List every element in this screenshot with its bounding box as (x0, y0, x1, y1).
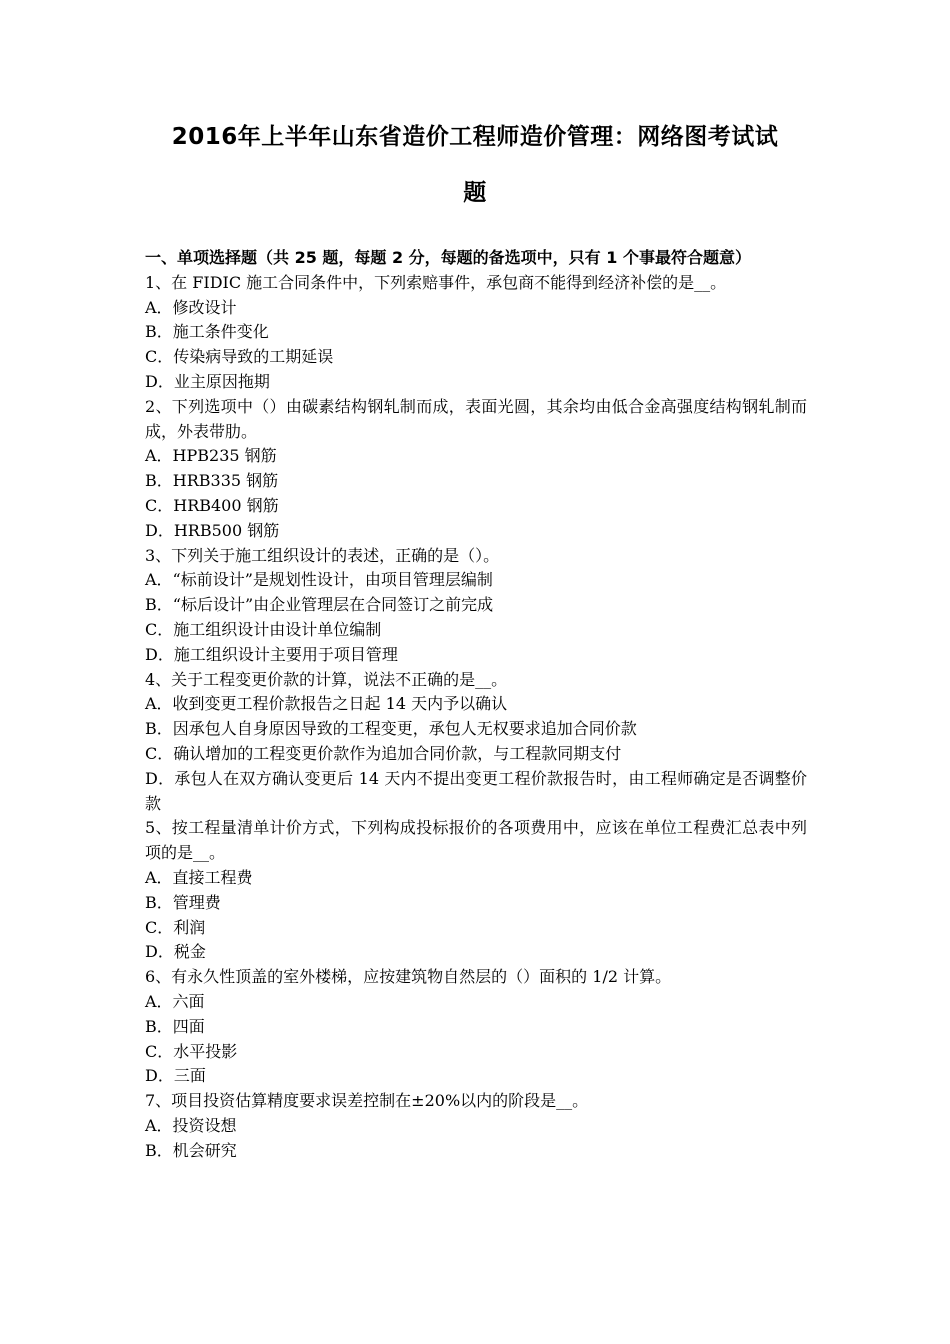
section-heading: 一、单项选择题（共 25 题，每题 2 分，每题的备选项中，只有 1 个事最符合题意） (145, 248, 751, 267)
question-stem: 6、有永久性顶盖的室外楼梯，应按建筑物自然层的（）面积的 1/2 计算。 (145, 967, 672, 987)
option-d: D．税金 (145, 942, 206, 962)
option-a: A．“标前设计”是规划性设计，由项目管理层编制 (145, 570, 493, 590)
document-body (145, 246, 807, 1163)
option-b: B．管理费 (145, 892, 221, 912)
option-c: C．施工组织设计由设计单位编制 (145, 619, 382, 639)
question-stem: 4、关于工程变更价款的计算，说法不正确的是__。 (145, 669, 508, 689)
document-title-line-2: 题 (463, 180, 487, 206)
question-2 (145, 395, 807, 544)
option-c: C．确认增加的工程变更价款作为追加合同价款，与工程款同期支付 (145, 743, 622, 763)
option-a: A．HPB235 钢筋 (145, 446, 277, 466)
option-c: C．传染病导致的工期延误 (145, 347, 334, 367)
question-5 (145, 816, 807, 965)
option-b: B．机会研究 (145, 1140, 237, 1160)
document-title-line-1: 2016年上半年山东省造价工程师造价管理：网络图考试试 (171, 124, 779, 150)
option-a: A．六面 (145, 991, 205, 1011)
option-c: C．利润 (145, 917, 206, 937)
option-a: A．修改设计 (145, 297, 237, 317)
question-7 (145, 1089, 807, 1163)
question-stem: 5、按工程量清单计价方式，下列构成投标报价的各项费用中，应该在单位工程费汇总表中列项的是__。 (145, 818, 807, 863)
option-c: C．水平投影 (145, 1041, 238, 1061)
option-a: A．直接工程费 (145, 867, 253, 887)
question-stem: 1、在 FIDIC 施工合同条件中，下列索赔事件，承包商不能得到经济补偿的是__。 (145, 272, 727, 292)
question-6 (145, 965, 807, 1089)
question-stem: 2、下列选项中（）由碳素结构钢轧制而成，表面光圆，其余均由低合金高强度结构钢轧制而成，外表带肋。 (145, 396, 807, 441)
option-d: D．承包人在双方确认变更后 14 天内不提出变更工程价款报告时，由工程师确定是否调整价款 (145, 768, 807, 813)
option-c: C．HRB400 钢筋 (145, 495, 279, 515)
option-b: B．施工条件变化 (145, 322, 269, 342)
option-b: B．“标后设计”由企业管理层在合同签订之前完成 (145, 595, 494, 615)
question-stem: 3、下列关于施工组织设计的表述，正确的是（）。 (145, 545, 500, 565)
option-d: D．HRB500 钢筋 (145, 520, 280, 540)
option-b: B．因承包人自身原因导致的工程变更，承包人无权要求追加合同价款 (145, 719, 637, 739)
option-b: B．HRB335 钢筋 (145, 471, 279, 491)
option-d: D．施工组织设计主要用于项目管理 (145, 644, 398, 664)
option-a: A．收到变更工程价款报告之日起 14 天内予以确认 (145, 694, 508, 714)
question-3 (145, 544, 807, 668)
question-1 (145, 271, 807, 395)
question-4 (145, 668, 807, 817)
question-stem: 7、项目投资估算精度要求误差控制在±20%以内的阶段是__。 (145, 1091, 589, 1111)
option-a: A．投资设想 (145, 1115, 237, 1135)
option-b: B．四面 (145, 1016, 205, 1036)
option-d: D．三面 (145, 1066, 206, 1086)
option-d: D．业主原因拖期 (145, 371, 270, 391)
